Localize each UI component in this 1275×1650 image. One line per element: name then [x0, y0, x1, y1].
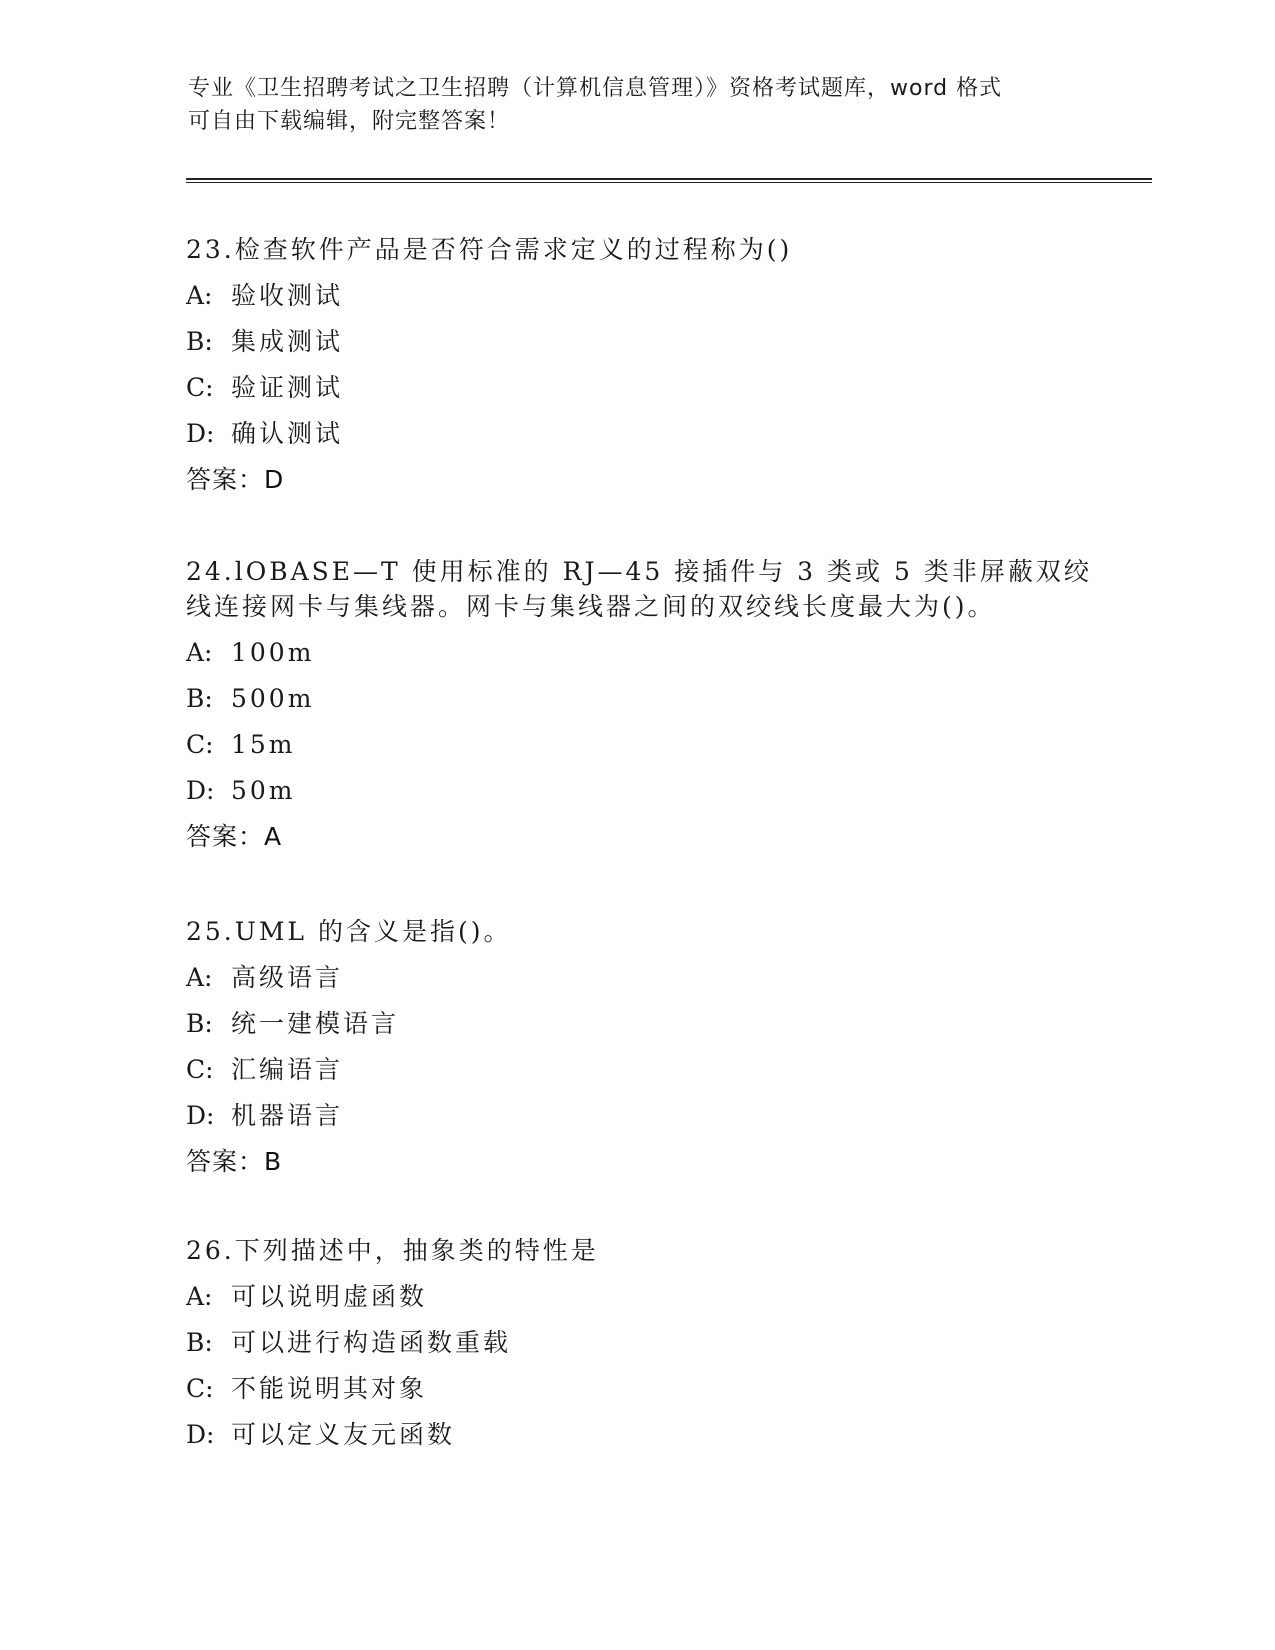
option-letter: C:	[186, 373, 214, 402]
question-stem: 24.lOBASE—T 使用标准的 RJ—45 接插件与 3 类或 5 类非屏蔽双绞线连接网卡与集线器。网卡与集线器之间的双绞线长度最大为()。	[186, 557, 1092, 621]
answer-line: 答案：B	[186, 1147, 283, 1176]
option-letter: A:	[186, 638, 213, 667]
option-text: 可以进行构造函数重载	[231, 1328, 512, 1357]
option-text: 可以说明虚函数	[231, 1282, 428, 1311]
option-letter: B:	[186, 1328, 213, 1357]
question-stem: 25.UML 的含义是指()。	[186, 917, 512, 946]
option-d	[186, 773, 1106, 819]
question-26	[186, 1233, 1106, 1463]
header-line-1: 专业《卫生招聘考试之卫生招聘（计算机信息管理）》资格考试题库，word 格式	[188, 76, 1003, 101]
option-letter: B:	[186, 1009, 213, 1038]
option-a	[186, 278, 1106, 324]
option-text: 50m	[231, 776, 296, 805]
option-c	[186, 370, 1106, 416]
option-text: 15m	[231, 730, 296, 759]
option-letter: A:	[186, 281, 213, 310]
option-letter: A:	[186, 1282, 213, 1311]
option-text: 验证测试	[231, 373, 344, 402]
answer-line: 答案：D	[186, 465, 285, 494]
document-header	[188, 72, 1088, 138]
option-text: 汇编语言	[231, 1055, 344, 1084]
option-d	[186, 1417, 1106, 1463]
option-text: 机器语言	[231, 1101, 344, 1130]
option-b	[186, 324, 1106, 370]
answer-line: 答案：A	[186, 822, 283, 851]
option-letter: D:	[186, 1420, 215, 1449]
option-letter: A:	[186, 963, 213, 992]
option-letter: D:	[186, 776, 215, 805]
question-23	[186, 232, 1106, 497]
option-text: 100m	[231, 638, 315, 667]
header-divider	[186, 178, 1152, 183]
option-a	[186, 635, 1106, 681]
option-d	[186, 416, 1106, 462]
option-a	[186, 960, 1106, 1006]
option-b	[186, 1006, 1106, 1052]
option-letter: D:	[186, 419, 215, 448]
option-a	[186, 1279, 1106, 1325]
option-letter: C:	[186, 730, 214, 759]
question-25	[186, 914, 1106, 1179]
question-24	[186, 554, 1106, 854]
option-letter: C:	[186, 1055, 214, 1084]
option-text: 验收测试	[231, 281, 344, 310]
option-b	[186, 681, 1106, 727]
option-text: 可以定义友元函数	[231, 1420, 456, 1449]
option-letter: D:	[186, 1101, 215, 1130]
option-text: 500m	[231, 684, 315, 713]
question-stem: 26.下列描述中，抽象类的特性是	[186, 1236, 599, 1265]
option-c	[186, 727, 1106, 773]
question-stem: 23.检查软件产品是否符合需求定义的过程称为()	[186, 235, 793, 264]
option-d	[186, 1098, 1106, 1144]
option-letter: C:	[186, 1374, 214, 1403]
header-line-2: 可自由下载编辑，附完整答案！	[188, 109, 511, 134]
option-text: 统一建模语言	[231, 1009, 400, 1038]
option-letter: B:	[186, 327, 213, 356]
option-c	[186, 1371, 1106, 1417]
option-text: 不能说明其对象	[231, 1374, 428, 1403]
option-text: 集成测试	[231, 327, 344, 356]
option-text: 高级语言	[231, 963, 344, 992]
option-text: 确认测试	[231, 419, 344, 448]
option-c	[186, 1052, 1106, 1098]
option-b	[186, 1325, 1106, 1371]
option-letter: B:	[186, 684, 213, 713]
